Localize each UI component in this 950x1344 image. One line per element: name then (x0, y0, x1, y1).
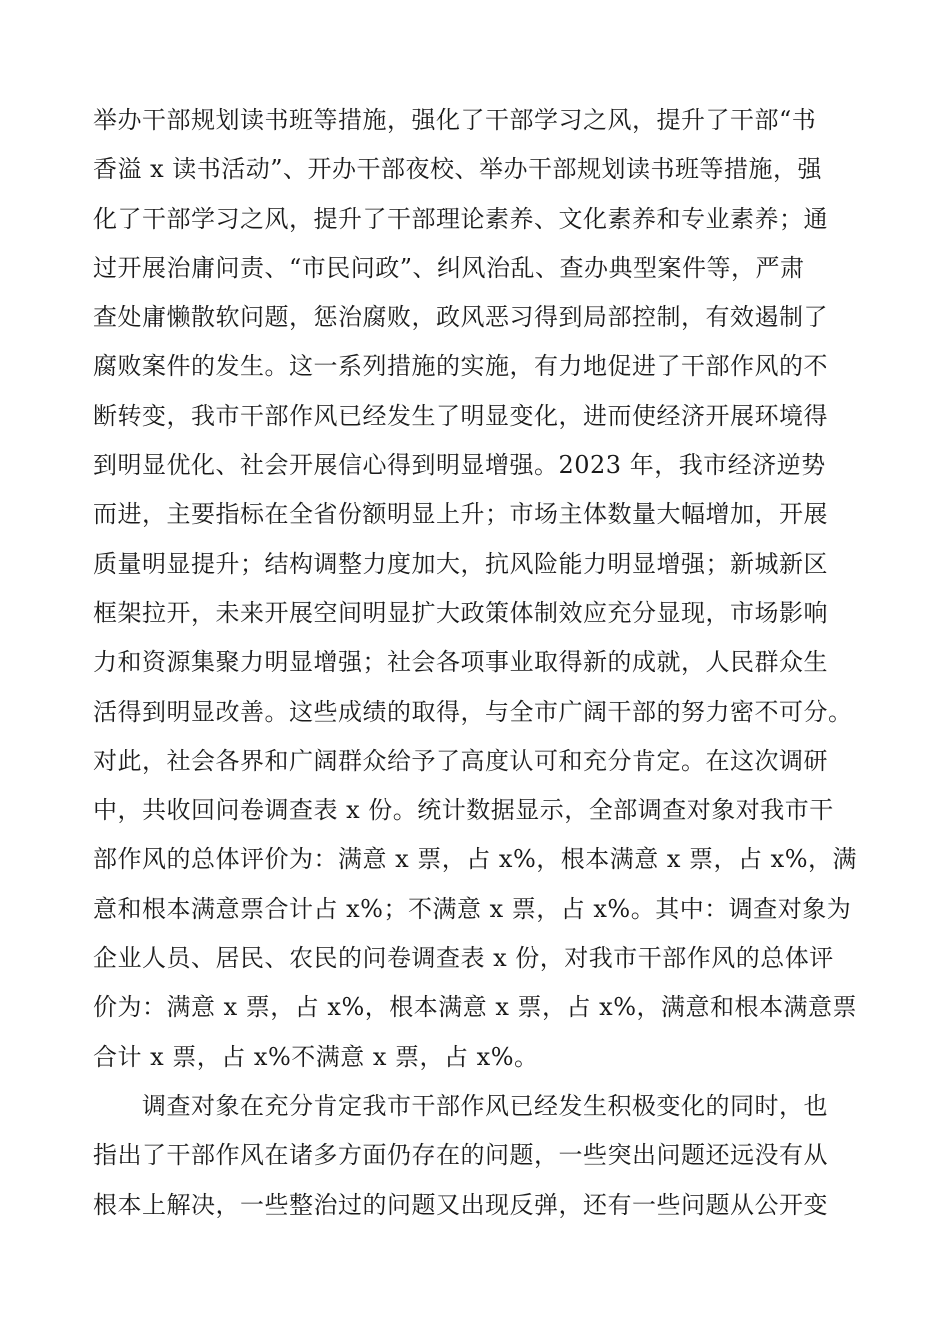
text-line: 到明显优化、社会开展信心得到明显增强。2023 年，我市经济逆势 (93, 451, 826, 480)
text-line: 企业人员、居民、农民的问卷调查表 x 份，对我市干部作风的总体评 (93, 944, 834, 973)
text-line: 化了干部学习之风，提升了干部理论素养、文化素养和专业素养；通 (93, 204, 828, 233)
text-line: 力和资源集聚力明显增强；社会各项事业取得新的成就，人民群众生 (93, 648, 828, 677)
text-line: 框架拉开，未来开展空间明显扩大政策体制效应充分显现，市场影响 (93, 598, 828, 627)
text-line: 中，共收回问卷调查表 x 份。统计数据显示，全部调查对象对我市干 (93, 796, 834, 825)
text-line: 而进，主要指标在全省份额明显上升；市场主体数量大幅增加，开展 (93, 500, 828, 529)
text-line: 过开展治庸问责、“市民问政”、纠风治乱、查办典型案件等，严肃 (93, 253, 805, 282)
text-line: 质量明显提升；结构调整力度加大，抗风险能力明显增强；新城新区 (93, 549, 828, 578)
text-line: 部作风的总体评价为：满意 x 票，占 x%，根本满意 x 票，占 x%，满 (93, 845, 858, 874)
text-line: 腐败案件的发生。这一系列措施的实施，有力地促进了干部作风的不 (93, 352, 828, 381)
text-line: 对此，社会各界和广阔群众给予了高度认可和充分肯定。在这次调研 (93, 746, 828, 775)
text-line: 举办干部规划读书班等措施，强化了干部学习之风，提升了干部“书 (93, 106, 817, 134)
text-line: 意和根本满意票合计占 x%；不满意 x 票，占 x%。其中：调查对象为 (93, 894, 852, 923)
text-line: 断转变，我市干部作风已经发生了明显变化，进而使经济开展环境得 (93, 401, 828, 430)
text-line: 指出了干部作风在诸多方面仍存在的问题，一些突出问题还远没有从 (93, 1141, 828, 1170)
text-line: 查处庸懒散软问题，惩治腐败，政风恶习得到局部控制，有效遏制了 (93, 303, 828, 332)
text-line: 活得到明显改善。这些成绩的取得，与全市广阔干部的努力密不可分。 (93, 697, 853, 726)
text-line: 价为：满意 x 票，占 x%，根本满意 x 票，占 x%，满意和根本满意票 (93, 993, 858, 1022)
body-text (93, 96, 893, 1230)
paragraph-start-line: 调查对象在充分肯定我市干部作风已经发生积极变化的同时，也 (142, 1091, 828, 1120)
text-line: 合计 x 票，占 x%不满意 x 票，占 x%。 (93, 1042, 539, 1071)
text-line: 根本上解决，一些整治过的问题又出现反弹，还有一些问题从公开变 (93, 1190, 828, 1219)
text-line: 香溢 x 读书活动”、开办干部夜校、举办干部规划读书班等措施，强 (93, 155, 823, 184)
